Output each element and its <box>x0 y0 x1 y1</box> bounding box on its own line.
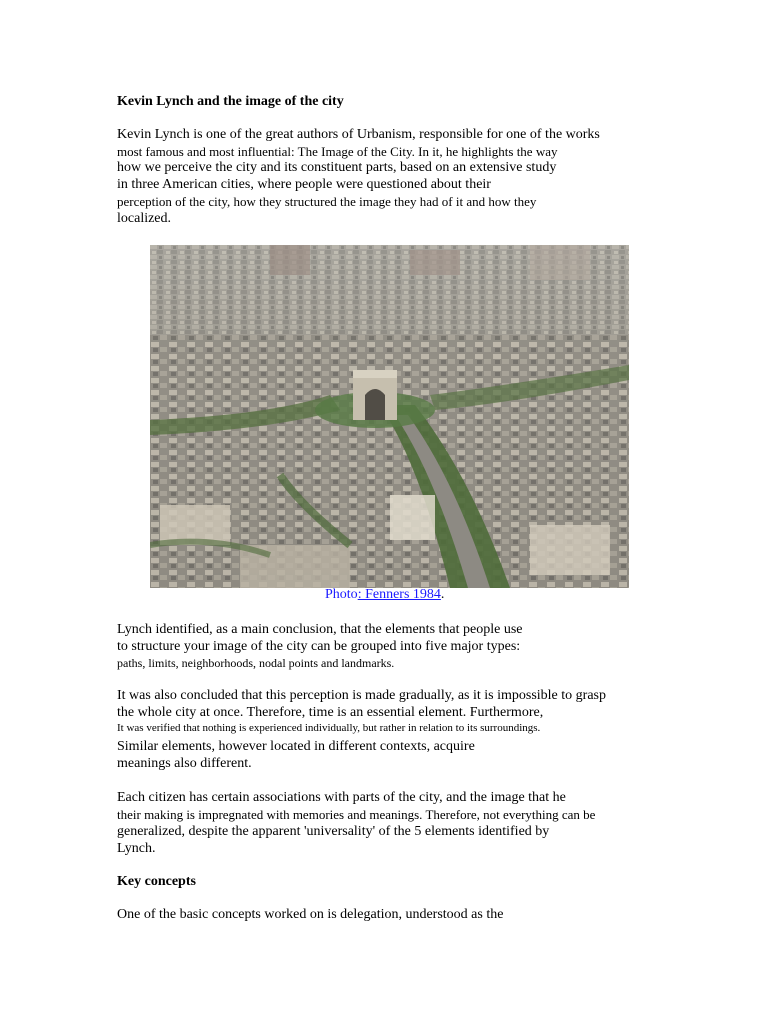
photo-credit-link[interactable] <box>325 587 441 602</box>
caption-suffix: . <box>440 587 445 602</box>
para5-line-1: One of the basic concepts worked on is delegation, understood as the <box>117 907 504 922</box>
para4-line-2: their making is impregnated with memories and meanings. Therefore, not everything can be <box>117 807 596 822</box>
city-aerial-photo <box>150 245 629 588</box>
intro-line-1: Kevin Lynch is one of the great authors of Urbanism, responsible for one of the works <box>117 127 600 142</box>
intro-line-2: most famous and most influential: The Image of the City. In it, he highlights the way <box>117 144 558 159</box>
intro-line-5: perception of the city, how they structured the image they had of it and how they <box>117 194 537 209</box>
para4-line-1: Each citizen has certain associations with parts of the city, and the image that he <box>117 790 566 805</box>
para3-line-3: It was verified that nothing is experienced individually, but rather in relation to its surroundings. <box>117 722 541 734</box>
intro-line-6: localized. <box>117 211 172 226</box>
para2-line-2: to structure your image of the city can be grouped into five major types: <box>117 639 521 654</box>
intro-line-3: how we perceive the city and its constituent parts, based on an extensive study <box>117 160 557 175</box>
para2-line-1: Lynch identified, as a main conclusion, that the elements that people use <box>117 622 523 637</box>
photo-caption <box>325 587 444 603</box>
para3-line-2: the whole city at once. Therefore, time is an essential element. Furthermore, <box>117 705 544 720</box>
para3-line-4: Similar elements, however located in different contexts, acquire <box>117 739 475 754</box>
intro-line-4: in three American cities, where people were questioned about their <box>117 177 491 192</box>
para3-line-1: It was also concluded that this perception is made gradually, as it is impossible to grasp <box>117 688 606 703</box>
section-subheading: Key concepts <box>117 874 196 889</box>
para4-line-3: generalized, despite the apparent 'universality' of the 5 elements identified by <box>117 824 550 839</box>
section-heading: Kevin Lynch and the image of the city <box>117 94 344 109</box>
para2-line-3: paths, limits, neighborhoods, nodal points and landmarks. <box>117 656 395 670</box>
caption-link-text: : Fenners 1984 <box>357 587 441 602</box>
para3-line-5: meanings also different. <box>117 756 252 771</box>
caption-prefix: Photo <box>325 587 358 602</box>
para4-line-4: Lynch. <box>117 841 156 856</box>
